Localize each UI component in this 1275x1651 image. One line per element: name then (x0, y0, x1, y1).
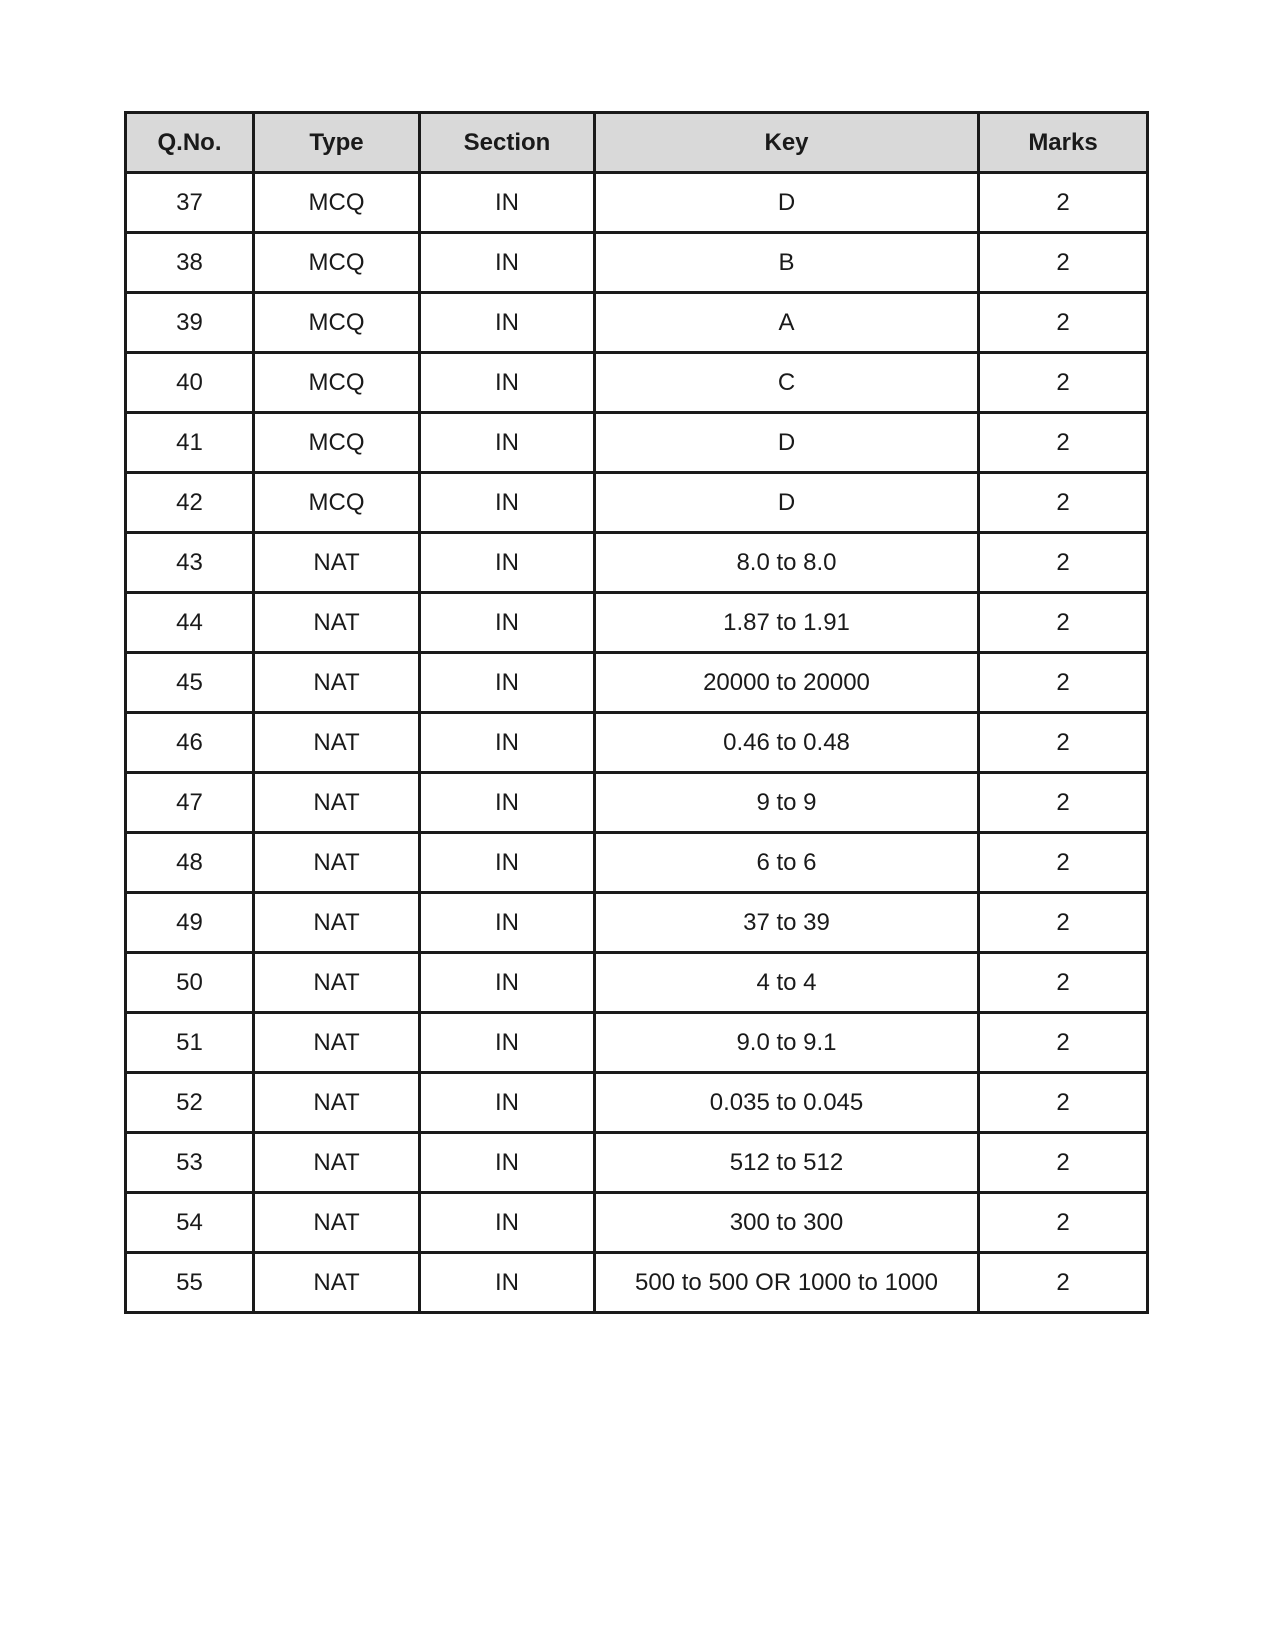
cell-type: MCQ (254, 233, 420, 293)
cell-type: MCQ (254, 293, 420, 353)
cell-type: NAT (254, 1193, 420, 1253)
cell-marks: 2 (979, 293, 1148, 353)
cell-key: 8.0 to 8.0 (595, 533, 979, 593)
table-row (126, 1133, 1148, 1193)
cell-type: MCQ (254, 473, 420, 533)
cell-type: NAT (254, 833, 420, 893)
cell-qno: 52 (126, 1073, 254, 1133)
cell-marks: 2 (979, 833, 1148, 893)
table-body (126, 173, 1148, 1313)
header-qno: Q.No. (126, 113, 254, 173)
cell-marks: 2 (979, 1133, 1148, 1193)
cell-key: 6 to 6 (595, 833, 979, 893)
cell-qno: 53 (126, 1133, 254, 1193)
cell-key: D (595, 473, 979, 533)
cell-type: NAT (254, 953, 420, 1013)
table-row (126, 953, 1148, 1013)
cell-key: D (595, 413, 979, 473)
cell-marks: 2 (979, 413, 1148, 473)
table-row (126, 593, 1148, 653)
cell-type: NAT (254, 1133, 420, 1193)
header-section: Section (420, 113, 595, 173)
cell-qno: 39 (126, 293, 254, 353)
cell-marks: 2 (979, 713, 1148, 773)
header-marks: Marks (979, 113, 1148, 173)
cell-section: IN (420, 653, 595, 713)
cell-qno: 42 (126, 473, 254, 533)
cell-section: IN (420, 173, 595, 233)
table-row (126, 173, 1148, 233)
table-row (126, 1193, 1148, 1253)
table-row (126, 833, 1148, 893)
cell-section: IN (420, 413, 595, 473)
cell-type: MCQ (254, 173, 420, 233)
answer-key-table (124, 111, 1149, 1314)
cell-marks: 2 (979, 953, 1148, 1013)
cell-qno: 41 (126, 413, 254, 473)
cell-marks: 2 (979, 473, 1148, 533)
cell-qno: 37 (126, 173, 254, 233)
cell-marks: 2 (979, 653, 1148, 713)
cell-qno: 48 (126, 833, 254, 893)
cell-key: 300 to 300 (595, 1193, 979, 1253)
cell-section: IN (420, 1253, 595, 1313)
cell-key: 512 to 512 (595, 1133, 979, 1193)
header-row (126, 113, 1148, 173)
cell-key: C (595, 353, 979, 413)
cell-qno: 54 (126, 1193, 254, 1253)
cell-marks: 2 (979, 533, 1148, 593)
cell-type: NAT (254, 593, 420, 653)
table-header (126, 113, 1148, 173)
cell-key: B (595, 233, 979, 293)
cell-marks: 2 (979, 773, 1148, 833)
cell-marks: 2 (979, 173, 1148, 233)
cell-section: IN (420, 533, 595, 593)
cell-key: 0.46 to 0.48 (595, 713, 979, 773)
cell-qno: 50 (126, 953, 254, 1013)
cell-qno: 51 (126, 1013, 254, 1073)
table-row (126, 233, 1148, 293)
table-row (126, 1073, 1148, 1133)
cell-marks: 2 (979, 593, 1148, 653)
cell-key: 500 to 500 OR 1000 to 1000 (595, 1253, 979, 1313)
cell-key: D (595, 173, 979, 233)
cell-key: 9.0 to 9.1 (595, 1013, 979, 1073)
cell-section: IN (420, 953, 595, 1013)
cell-type: NAT (254, 1013, 420, 1073)
cell-qno: 38 (126, 233, 254, 293)
cell-qno: 43 (126, 533, 254, 593)
table-row (126, 1013, 1148, 1073)
cell-qno: 47 (126, 773, 254, 833)
cell-type: NAT (254, 773, 420, 833)
table-row (126, 473, 1148, 533)
table-row (126, 713, 1148, 773)
cell-section: IN (420, 893, 595, 953)
table-row (126, 413, 1148, 473)
table-row (126, 293, 1148, 353)
cell-marks: 2 (979, 1253, 1148, 1313)
cell-type: NAT (254, 653, 420, 713)
cell-type: NAT (254, 1253, 420, 1313)
cell-key: 4 to 4 (595, 953, 979, 1013)
cell-section: IN (420, 833, 595, 893)
table-row (126, 533, 1148, 593)
cell-qno: 55 (126, 1253, 254, 1313)
cell-section: IN (420, 1133, 595, 1193)
cell-type: NAT (254, 533, 420, 593)
header-key: Key (595, 113, 979, 173)
cell-section: IN (420, 713, 595, 773)
cell-type: MCQ (254, 413, 420, 473)
cell-qno: 49 (126, 893, 254, 953)
cell-qno: 45 (126, 653, 254, 713)
cell-key: 37 to 39 (595, 893, 979, 953)
cell-type: NAT (254, 1073, 420, 1133)
cell-marks: 2 (979, 233, 1148, 293)
cell-section: IN (420, 293, 595, 353)
cell-qno: 44 (126, 593, 254, 653)
cell-marks: 2 (979, 893, 1148, 953)
table-row (126, 653, 1148, 713)
cell-key: 9 to 9 (595, 773, 979, 833)
cell-section: IN (420, 593, 595, 653)
cell-key: 0.035 to 0.045 (595, 1073, 979, 1133)
cell-section: IN (420, 1013, 595, 1073)
cell-marks: 2 (979, 1193, 1148, 1253)
table-row (126, 353, 1148, 413)
cell-section: IN (420, 1193, 595, 1253)
cell-key: A (595, 293, 979, 353)
cell-type: MCQ (254, 353, 420, 413)
cell-section: IN (420, 473, 595, 533)
cell-section: IN (420, 353, 595, 413)
cell-qno: 46 (126, 713, 254, 773)
table-row (126, 773, 1148, 833)
table-row (126, 1253, 1148, 1313)
cell-key: 1.87 to 1.91 (595, 593, 979, 653)
table-row (126, 893, 1148, 953)
header-type: Type (254, 113, 420, 173)
cell-marks: 2 (979, 1073, 1148, 1133)
cell-key: 20000 to 20000 (595, 653, 979, 713)
cell-qno: 40 (126, 353, 254, 413)
cell-section: IN (420, 773, 595, 833)
cell-type: NAT (254, 893, 420, 953)
cell-section: IN (420, 233, 595, 293)
cell-section: IN (420, 1073, 595, 1133)
cell-marks: 2 (979, 1013, 1148, 1073)
cell-marks: 2 (979, 353, 1148, 413)
cell-type: NAT (254, 713, 420, 773)
